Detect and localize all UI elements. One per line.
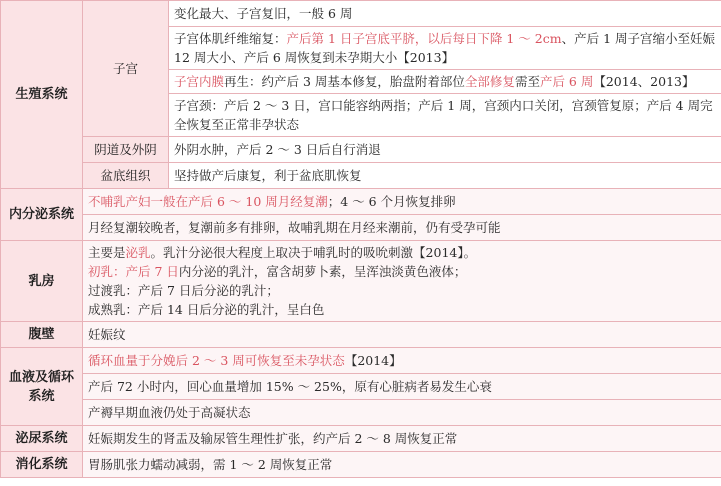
breast-line-mature: 成熟乳：产后 14 日后分泌的乳汁，呈白色 [88,302,325,317]
abdominal-wall-text: 妊娠纹 [83,322,721,348]
table-row [1,374,721,400]
highlight-text: 泌乳 [125,245,151,260]
breast-line-transitional: 过渡乳：产后 7 日后分泌的乳汁； [88,283,279,298]
highlight-text: 产后 6 周 [539,74,594,89]
digestive-text: 胃肠肌张力蠕动减弱，需 1 ～ 2 周恢复正常 [83,452,721,478]
subsystem-pelvic-floor: 盆底组织 [83,163,169,189]
text-segment: ；4 ～ 6 个月恢复排卵 [327,194,456,209]
table-row [1,137,721,163]
highlight-text: 循环血量于分娩后 2 ～ 3 周可恢复至未孕状态 [88,353,345,368]
text-segment: 【2014、2013】 [593,74,695,89]
highlight-text: 不哺乳产妇一般在产后 6 ～ 10 周月经复潮 [88,194,328,209]
breast-text [83,241,721,322]
table-row [1,426,721,452]
subsystem-uterus: 子宫 [83,1,169,137]
table-row [1,348,721,374]
text-segment: 、产后 1 周子宫缩小至妊娠 12 周大小、产后 6 周恢复到未孕期大小【2013】 [174,31,716,65]
endocrine-ovulation: 月经复潮较晚者，复潮前多有排卵，故哺乳期在月经来潮前，仍有受孕可能 [83,215,721,241]
text-segment: 子宫体肌纤维缩复： [174,31,287,46]
endocrine-menstruation [83,189,721,215]
blood-coagulation-text: 产褥早期血液仍处于高凝状态 [83,400,721,426]
highlight-text: 产后 7 日 [125,264,179,279]
text-segment: 内分泌的乳汁，富含胡萝卜素，呈浑浊淡黄色液体； [178,264,467,279]
table-row [1,241,721,322]
highlight-text: 初乳： [88,264,126,279]
highlight-text: 产后第 1 日子宫底平脐，以后每日下降 1 ～ 2cm [286,31,562,46]
system-urinary: 泌尿系统 [1,426,83,452]
table-row [1,215,721,241]
system-blood-circulation: 血液及循环系统 [1,348,83,426]
text-segment: 【2014】 [344,353,402,368]
breast-line-lactation [88,243,716,262]
table-row [1,1,721,27]
text-segment: 主要是 [88,245,126,260]
highlight-text: 全部修复 [464,74,515,89]
system-digestive: 消化系统 [1,452,83,478]
system-endocrine: 内分泌系统 [1,189,83,241]
subsystem-vulva: 阴道及外阴 [83,137,169,163]
blood-volume-text [83,348,721,374]
urinary-text: 妊娠期发生的肾盂及输尿管生理性扩张，约产后 2 ～ 8 周恢复正常 [83,426,721,452]
table-row [1,189,721,215]
table-row [1,452,721,478]
breast-line-colostrum [88,262,716,281]
highlight-text: 子宫内膜 [174,74,225,89]
table-row [1,163,721,189]
pelvic-floor-text: 坚持做产后康复，利于盆底肌恢复 [169,163,721,189]
text-segment: 。乳汁分泌很大程度上取决于哺乳时的吸吮刺激【2014】。 [150,245,477,260]
system-breast: 乳房 [1,241,83,322]
table-row [1,400,721,426]
uterus-cervix: 子宫颈：产后 2 ～ 3 日，宫口能容纳两指；产后 1 周，宫颈内口关闭，宫颈管复原；产后 4 周完全恢复至正常非孕状态 [169,94,721,137]
text-segment: 再生：约产后 3 周基本修复，胎盘附着部位 [224,74,465,89]
blood-return-text: 产后 72 小时内，回心血量增加 15% ～ 25%，原有心脏病者易发生心衰 [83,374,721,400]
uterus-endometrium [169,70,721,94]
system-reproductive: 生殖系统 [1,1,83,189]
uterus-overview: 变化最大、子宫复旧，一般 6 周 [169,1,721,27]
table-row [1,322,721,348]
vulva-text: 外阴水肿，产后 2 ～ 3 日后自行消退 [169,137,721,163]
system-abdominal-wall: 腹壁 [1,322,83,348]
uterus-body-involution [169,27,721,70]
text-segment: 需至 [514,74,540,89]
